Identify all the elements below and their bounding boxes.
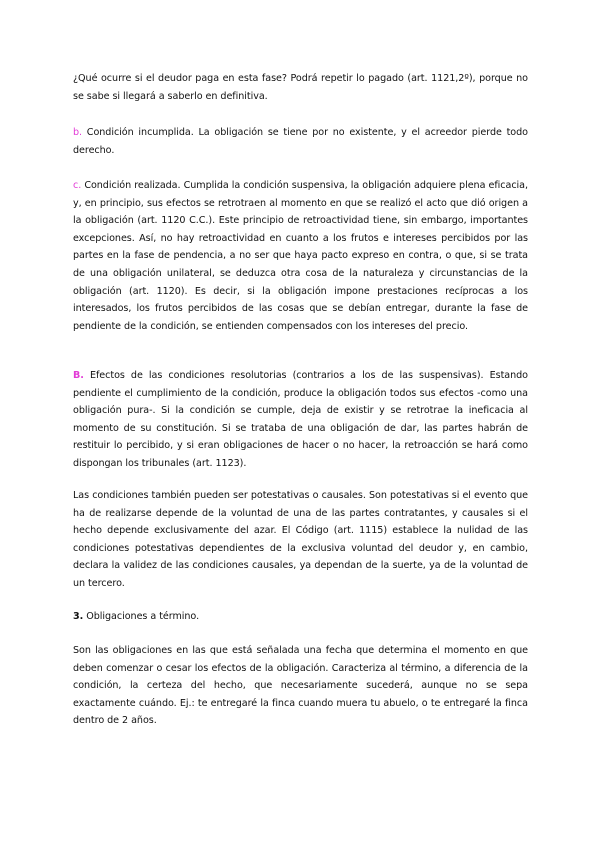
paragraph-text: Condición realizada. Cumplida la condición suspensiva, la obligación adquiere plena eficacia, y, en principio, sus efectos se retrotraen al momento en que se realizó el acto que dió origen a la obligación (art. 1120 C.C.). Este principio de retroactividad tiene, sin embargo, importantes excepciones. Así, no hay retroactividad en cuanto a los frutos e intereses percibidos por las partes en la fase de pendencia, a no ser que haya pacto expreso en contra, o que, si se trata de una obligación unilateral, se deduzca otra cosa de la naturaleza y circunstancias de la obligación (art. 1120). Es decir, si la obligación impone prestaciones recíprocas a los interesados, los frutos percibidos de las cosas que se debían entregar, durante la fase de pendiente de la condición, se entienden compensados con los intereses del precio. — [73, 180, 528, 332]
paragraph-text: ¿Qué ocurre si el deudor paga en esta fase? Podrá repetir lo pagado (art. 1121,2º), porque no se sabe si llegará a saberlo en definitiva. — [73, 73, 528, 102]
paragraph-term-definition — [73, 642, 528, 730]
list-marker-c: c. — [73, 180, 82, 191]
section-number: 3. — [73, 611, 84, 622]
paragraph-repeat-payment — [73, 70, 528, 105]
section-heading-term-obligations — [73, 608, 528, 626]
paragraph-condition-unfulfilled — [73, 124, 528, 159]
paragraph-potestative-causal — [73, 487, 528, 593]
paragraph-text: Las condiciones también pueden ser potestativas o causales. Son potestativas si el evento que ha de realizarse depende de la voluntad de una de las partes contratantes, y causales si el hecho depende exclusivamente del azar. El Código (art. 1115) establece la nulidad de las condiciones potestativas dependientes de la exclusiva voluntad del deudor y, en cambio, declara la validez de las condiciones causales, ya dependan de la suerte, ya de la voluntad de un tercero. — [73, 490, 528, 589]
paragraph-resolutory-conditions — [73, 367, 528, 473]
list-marker-B: B. — [73, 370, 84, 381]
paragraph-condition-fulfilled — [73, 177, 528, 335]
list-marker-b: b. — [73, 127, 83, 138]
section-title: Obligaciones a término. — [83, 611, 200, 622]
paragraph-text: Son las obligaciones en las que está señalada una fecha que determina el momento en que deben comenzar o cesar los efectos de la obligación. Caracteriza al término, a diferencia de la condición, la certeza del hecho, que necesariamente sucederá, aunque no se sepa exactamente cuándo. Ej.: te entregaré la finca cuando muera tu abuelo, o te entregaré la finca dentro de 2 años. — [73, 645, 528, 727]
paragraph-text: Condición incumplida. La obligación se tiene por no existente, y el acreedor pierde todo derecho. — [73, 127, 528, 156]
paragraph-text: Efectos de las condiciones resolutorias (contrarios a los de las suspensivas). Estando pendiente el cumplimiento de la condición, produce la obligación todos sus efectos -como una obligación pura-. Si la condición se cumple, deja de existir y se retrotrae la ineficacia al momento de su constitución. Si se trataba de una obligación de dar, las partes habrán de restituir lo percibido, y si eran obligaciones de hacer o no hacer, la retroacción se hará como dispongan los tribunales (art. 1123). — [73, 370, 528, 469]
